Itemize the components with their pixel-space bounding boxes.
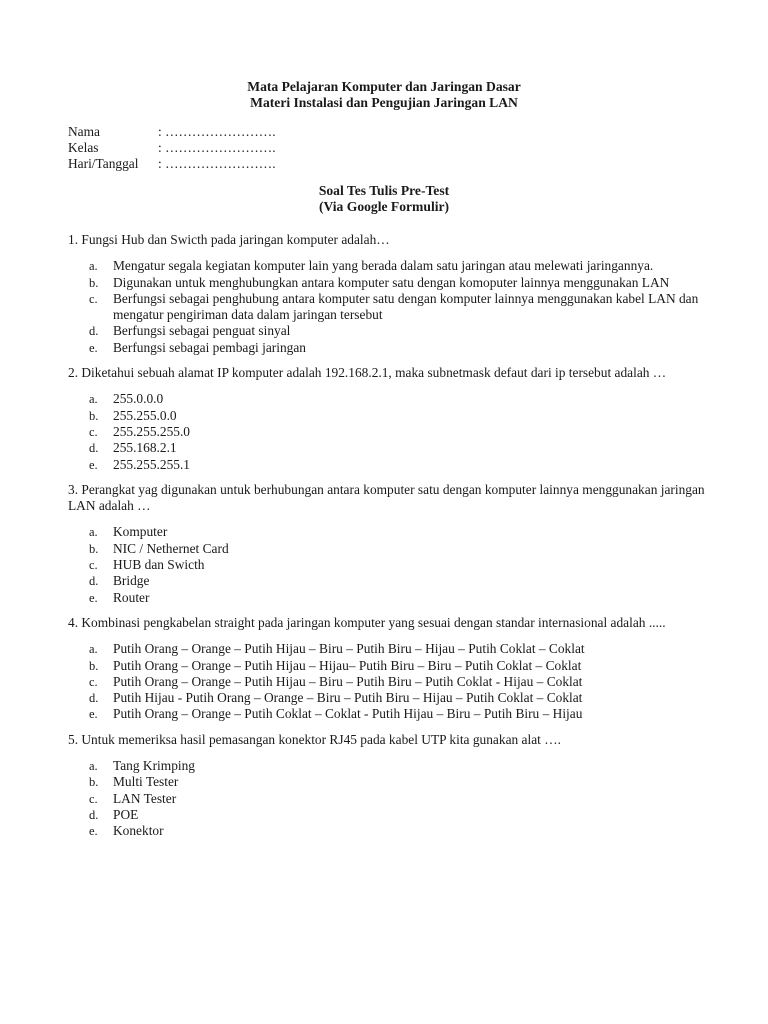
- answer-option-a: [68, 524, 708, 540]
- answer-option-c: [68, 674, 708, 690]
- answer-option-d: [68, 440, 708, 456]
- question-text: 4. Kombinasi pengkabelan straight pada jaringan komputer yang sesuai dengan standar internasional adalah .....: [68, 614, 666, 630]
- option-letter: e.: [89, 340, 98, 355]
- option-text: 255.168.2.1: [113, 440, 177, 456]
- identity-blank: : …………………….: [158, 140, 276, 155]
- option-text: Router: [113, 589, 150, 605]
- identity-row-nama: [68, 124, 468, 140]
- answer-option-a: [68, 641, 708, 657]
- answer-option-e: [68, 823, 708, 839]
- answer-option-e: [68, 340, 708, 356]
- option-letter: b.: [89, 775, 99, 790]
- identity-blank: : …………………….: [158, 156, 276, 171]
- test-heading: [0, 183, 768, 215]
- answer-option-b: [68, 408, 708, 424]
- question-3: [68, 482, 708, 606]
- answer-option-d: [68, 690, 708, 706]
- option-text: Putih Orang – Orange – Putih Coklat – Coklat - Putih Hijau – Biru – Putih Biru – Hijau: [113, 706, 583, 722]
- option-letter: c.: [89, 558, 98, 573]
- answer-option-e: [68, 590, 708, 606]
- option-letter: c.: [89, 791, 98, 806]
- answer-option-b: [68, 774, 708, 790]
- option-letter: a.: [89, 259, 98, 274]
- answer-option-a: [68, 391, 708, 407]
- identity-label: Hari/Tanggal: [68, 156, 139, 171]
- answer-option-e: [68, 457, 708, 473]
- answer-option-e: [68, 706, 708, 722]
- option-letter: d.: [89, 691, 99, 706]
- option-letter: d.: [89, 807, 99, 822]
- option-list: [68, 758, 708, 839]
- option-letter: c.: [89, 674, 98, 689]
- identity-label: Kelas: [68, 140, 99, 155]
- option-text: 255.255.255.0: [113, 423, 190, 439]
- option-text: 255.255.0.0: [113, 407, 177, 423]
- option-list: [68, 641, 708, 722]
- answer-option-a: [68, 758, 708, 774]
- option-text: Multi Tester: [113, 774, 179, 790]
- question-5: [68, 732, 708, 840]
- answer-option-b: [68, 541, 708, 557]
- option-letter: a.: [89, 525, 98, 540]
- document-header: [0, 79, 768, 111]
- option-text: LAN Tester: [113, 790, 177, 806]
- test-subtitle: (Via Google Formulir): [318, 199, 450, 214]
- option-text: POE: [113, 806, 139, 822]
- option-letter: e.: [89, 457, 98, 472]
- option-text: Berfungsi sebagai penghubung antara komputer satu dengan komputer lainnya menggunakan kabel LAN dan mengatur pengiriman data dalam jaringan tersebut: [113, 290, 699, 323]
- answer-option-c: [68, 557, 708, 573]
- option-letter: a.: [89, 759, 98, 774]
- option-letter: e.: [89, 707, 98, 722]
- option-text: Putih Orang – Orange – Putih Hijau – Hijau– Putih Biru – Biru – Putih Coklat – Coklat: [113, 657, 582, 673]
- question-4: [68, 615, 708, 723]
- option-letter: a.: [89, 392, 98, 407]
- option-text: Putih Orang – Orange – Putih Hijau – Biru – Putih Biru – Putih Coklat - Hijau – Coklat: [113, 673, 583, 689]
- identity-row-date: [68, 156, 468, 172]
- question-text: 2. Diketahui sebuah alamat IP komputer adalah 192.168.2.1, maka subnetmask defaut dari ip tersebut adalah …: [68, 365, 667, 381]
- question-text: 1. Fungsi Hub dan Swicth pada jaringan komputer adalah…: [68, 232, 390, 247]
- material-title: Materi Instalasi dan Pengujian Jaringan LAN: [250, 95, 518, 110]
- answer-option-d: [68, 573, 708, 589]
- question-list: [68, 232, 708, 849]
- answer-option-c: [68, 291, 708, 324]
- option-text: Tang Krimping: [113, 758, 195, 774]
- option-letter: b.: [89, 408, 99, 423]
- option-text: HUB dan Swicth: [113, 557, 205, 573]
- option-letter: b.: [89, 541, 99, 556]
- subject-title: Mata Pelajaran Komputer dan Jaringan Dasar: [247, 79, 521, 94]
- option-text: Berfungsi sebagai penguat sinyal: [113, 323, 291, 339]
- question-1: [68, 232, 708, 356]
- option-letter: b.: [89, 658, 99, 673]
- option-list: [68, 391, 708, 472]
- option-text: 255.255.255.1: [113, 456, 190, 472]
- identity-row-kelas: [68, 140, 468, 156]
- option-text: Komputer: [113, 524, 168, 540]
- answer-option-d: [68, 323, 708, 339]
- answer-option-a: [68, 258, 708, 274]
- option-letter: a.: [89, 642, 98, 657]
- answer-option-b: [68, 275, 708, 291]
- option-letter: d.: [89, 574, 99, 589]
- option-text: 255.0.0.0: [113, 391, 164, 407]
- question-2: [68, 365, 708, 473]
- option-letter: e.: [89, 824, 98, 839]
- option-list: [68, 258, 708, 356]
- option-letter: d.: [89, 324, 99, 339]
- option-letter: d.: [89, 441, 99, 456]
- option-text: NIC / Nethernet Card: [113, 540, 229, 556]
- option-text: Mengatur segala kegiatan komputer lain yang berada dalam satu jaringan atau melewati jaringannya.: [113, 258, 654, 274]
- option-letter: c.: [89, 291, 98, 306]
- option-text: Bridge: [113, 573, 150, 589]
- answer-option-c: [68, 424, 708, 440]
- answer-option-b: [68, 658, 708, 674]
- option-list: [68, 524, 708, 605]
- identity-label: Nama: [68, 124, 100, 139]
- answer-option-d: [68, 807, 708, 823]
- test-title: Soal Tes Tulis Pre-Test: [318, 183, 450, 198]
- option-letter: e.: [89, 590, 98, 605]
- option-letter: c.: [89, 424, 98, 439]
- option-text: Putih Orang – Orange – Putih Hijau – Biru – Putih Biru – Hijau – Putih Coklat – Coklat: [113, 641, 585, 657]
- identity-blank: : …………………….: [158, 124, 276, 139]
- question-text: 5. Untuk memeriksa hasil pemasangan konektor RJ45 pada kabel UTP kita gunakan alat ….: [68, 731, 561, 747]
- option-letter: b.: [89, 275, 99, 290]
- identity-fields: [68, 124, 468, 172]
- option-text: Putih Hijau - Putih Orang – Orange – Biru – Putih Biru – Hijau – Putih Coklat – Coklat: [113, 690, 583, 706]
- option-text: Berfungsi sebagai pembagi jaringan: [113, 339, 306, 355]
- option-text: Konektor: [113, 823, 164, 839]
- option-text: Digunakan untuk menghubungkan antara komputer satu dengan komoputer lainnya menggunakan LAN: [113, 274, 670, 290]
- question-text: 3. Perangkat yag digunakan untuk berhubungan antara komputer satu dengan komputer lainnya menggunakan jaringan LAN adalah …: [68, 481, 705, 514]
- answer-option-c: [68, 791, 708, 807]
